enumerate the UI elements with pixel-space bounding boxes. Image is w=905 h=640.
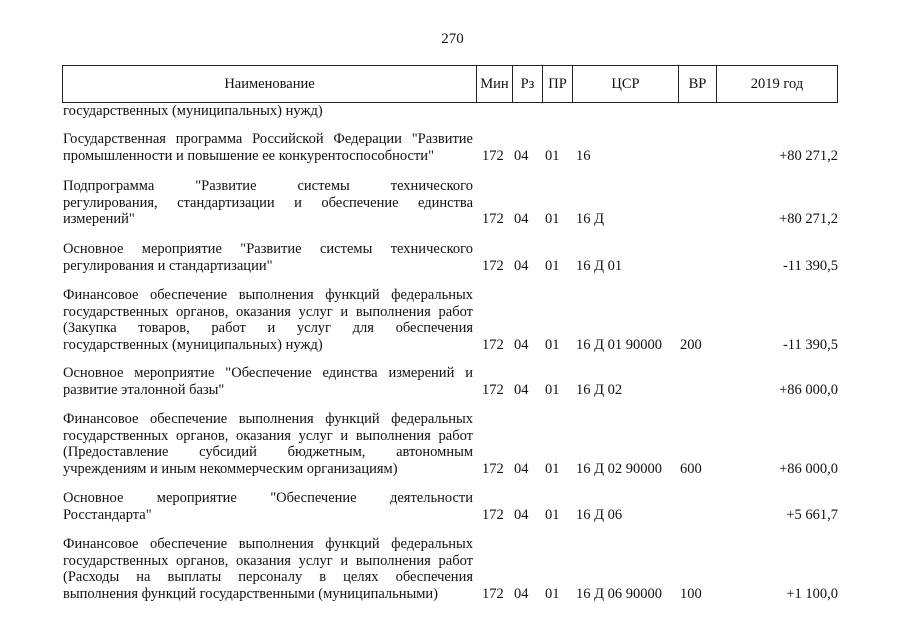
row-sum: +86 000,0 — [779, 460, 838, 477]
row-name-line: регулирования и стандартизации" — [63, 257, 273, 274]
row-sum: +1 100,0 — [786, 585, 838, 602]
header-pr: ПР — [543, 66, 573, 102]
row-name-line: промышленности и повышение ее конкурентоспособности" — [63, 147, 434, 164]
row-rz: 04 — [514, 506, 529, 523]
table-row — [0, 178, 905, 228]
row-sum: +80 271,2 — [779, 211, 838, 227]
row-name-line: государственных органов, оказания услуг и выполнения работ — [63, 427, 473, 444]
row-name — [63, 103, 473, 120]
row-min: 172 — [482, 460, 504, 477]
row-pr: 01 — [545, 460, 560, 477]
row-sum: -11 390,5 — [782, 336, 838, 353]
row-pr: 01 — [545, 585, 560, 602]
row-rz: 04 — [514, 147, 529, 164]
row-csr: 16 Д 06 — [576, 506, 623, 523]
row-pr: 01 — [545, 257, 560, 274]
row-rz: 04 — [514, 211, 529, 227]
header-name: Наименование — [63, 66, 477, 102]
table-row — [0, 365, 905, 398]
row-name-line: Финансовое обеспечение выполнения функций федеральных — [63, 287, 473, 303]
row-name — [63, 411, 473, 477]
row-name — [63, 536, 473, 602]
row-name-line: измерений" — [63, 211, 135, 227]
row-sum: +5 661,7 — [786, 506, 838, 523]
row-name-line: Финансовое обеспечение выполнения функций федеральных — [63, 411, 473, 427]
row-name-line: Финансовое обеспечение выполнения функций федеральных — [63, 536, 473, 552]
row-name-line: Государственная программа Российской Федерации "Развитие — [63, 131, 473, 147]
row-vr: 600 — [680, 460, 702, 477]
row-name-line: государственных (муниципальных) нужд) — [63, 103, 323, 119]
row-csr: 16 Д 02 90000 — [576, 460, 663, 477]
row-name-line: Основное мероприятие "Развитие системы технического — [63, 241, 473, 257]
row-sum: +86 000,0 — [779, 381, 838, 398]
row-rz: 04 — [514, 257, 529, 274]
row-name-line: (Предоставление субсидий бюджетным, автономным — [63, 444, 473, 460]
row-csr: 16 Д — [576, 211, 605, 227]
row-name-line: выполнения функций государственными (муниципальными) — [63, 585, 439, 602]
row-pr: 01 — [545, 506, 560, 523]
row-rz: 04 — [514, 585, 529, 602]
header-rz: Рз — [513, 66, 543, 102]
table-row — [0, 490, 905, 523]
header-csr: ЦСР — [573, 66, 679, 102]
row-name-line: (Расходы на выплаты персоналу в целях обеспечения — [63, 569, 473, 585]
row-name-line: государственных органов, оказания услуг и выполнения работ — [63, 303, 473, 320]
table-header — [62, 65, 838, 103]
row-csr: 16 Д 01 90000 — [576, 336, 663, 353]
row-name-line: Основное мероприятие "Обеспечение единства измерений и — [63, 365, 473, 381]
row-vr: 100 — [680, 585, 702, 602]
row-name-line: государственных органов, оказания услуг и выполнения работ — [63, 552, 473, 569]
row-name-line: Росстандарта" — [63, 506, 152, 523]
row-min: 172 — [482, 257, 504, 274]
row-min: 172 — [482, 211, 504, 227]
row-min: 172 — [482, 147, 504, 164]
row-min: 172 — [482, 506, 504, 523]
row-min: 172 — [482, 381, 504, 398]
table-row — [0, 241, 905, 274]
row-sum: +80 271,2 — [779, 147, 838, 164]
row-csr: 16 — [576, 147, 591, 164]
row-name — [63, 131, 473, 164]
row-rz: 04 — [514, 460, 529, 477]
row-csr: 16 Д 06 90000 — [576, 585, 663, 602]
table-row — [0, 103, 905, 120]
row-name-line: развитие эталонной базы" — [63, 381, 225, 398]
header-vr: ВР — [679, 66, 717, 102]
row-csr: 16 Д 02 — [576, 381, 623, 398]
row-min: 172 — [482, 585, 504, 602]
row-name — [63, 241, 473, 274]
row-vr: 200 — [680, 336, 702, 353]
row-name — [63, 178, 473, 228]
row-name-line: Подпрограмма "Развитие системы технического — [63, 178, 473, 194]
table-row — [0, 287, 905, 353]
table-row — [0, 536, 905, 602]
header-min: Мин — [477, 66, 513, 102]
row-pr: 01 — [545, 211, 560, 227]
row-sum: -11 390,5 — [782, 257, 838, 274]
page-number: 270 — [441, 31, 464, 47]
row-min: 172 — [482, 336, 504, 353]
row-pr: 01 — [545, 381, 560, 398]
row-name-line: государственных (муниципальных) нужд) — [63, 336, 323, 353]
header-year: 2019 год — [750, 76, 804, 92]
row-name-line: (Закупка товаров, работ и услуг для обеспечения — [63, 320, 473, 336]
table-row — [0, 131, 905, 164]
row-rz: 04 — [514, 381, 529, 398]
row-name — [63, 365, 473, 398]
table-row — [0, 411, 905, 477]
row-csr: 16 Д 01 — [576, 257, 623, 274]
row-rz: 04 — [514, 336, 529, 353]
row-name-line: учреждениям и иным некоммерческим организациям) — [63, 460, 398, 477]
row-name — [63, 490, 473, 523]
row-name — [63, 287, 473, 353]
row-pr: 01 — [545, 147, 560, 164]
row-pr: 01 — [545, 336, 560, 353]
row-name-line: Основное мероприятие "Обеспечение деятельности — [63, 490, 473, 506]
row-name-line: регулирования, стандартизации и обеспечение единства — [63, 194, 473, 211]
